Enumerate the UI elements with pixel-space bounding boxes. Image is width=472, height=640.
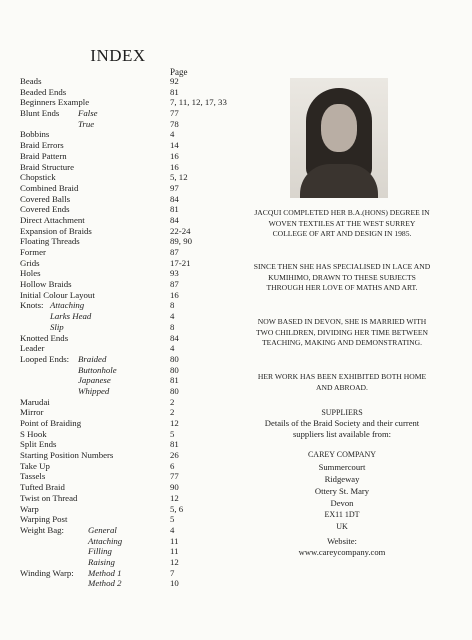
index-subterm: Attaching	[88, 535, 123, 546]
index-term: Beginners Example	[20, 97, 90, 108]
supplier-address	[252, 449, 432, 533]
index-entry	[20, 354, 245, 365]
index-entry	[20, 418, 245, 429]
index-page-number: 81	[170, 204, 179, 215]
index-entry	[20, 322, 245, 333]
index-term: Combined Braid	[20, 182, 79, 193]
index-subterm: Method 2	[88, 578, 122, 589]
index-entry	[20, 439, 245, 450]
index-page-number: 8	[170, 300, 175, 311]
index-entry	[20, 290, 245, 301]
index-term: Floating Threads	[20, 236, 80, 247]
index-page-number: 77	[170, 471, 179, 482]
index-entry	[20, 226, 245, 237]
index-entry	[20, 471, 245, 482]
index-term: S Hook	[20, 428, 47, 439]
index-entry	[20, 343, 245, 354]
index-entry	[20, 300, 245, 311]
index-term: Holes	[20, 268, 41, 279]
index-entry	[20, 578, 245, 589]
bio-paragraph-exhibitions: HER WORK HAS BEEN EXHIBITED BOTH HOME AND ABROAD.	[257, 372, 427, 392]
index-page-number: 81	[170, 439, 179, 450]
index-term: Mirror	[20, 407, 44, 418]
address-company: CAREY COMPANY	[307, 450, 377, 459]
index-subterm: Attaching	[50, 300, 85, 311]
index-page-number: 92	[170, 76, 179, 86]
index-subterm: Slip	[50, 321, 64, 332]
index-term: Former	[20, 247, 46, 257]
index-entry	[20, 247, 245, 258]
website-link[interactable]: www.careycompany.com	[298, 547, 386, 558]
index-entry	[20, 504, 245, 515]
index-page-number: 84	[170, 332, 179, 343]
index-term: Point of Braiding	[20, 418, 82, 428]
index-term: Looped Ends:	[20, 353, 70, 364]
index-page-number: 78	[170, 118, 179, 129]
index-term: Grids	[20, 257, 40, 268]
index-page-number: 81	[170, 375, 179, 386]
index-entry	[20, 514, 245, 525]
index-term: Warp	[20, 503, 39, 514]
index-page-number: 16	[170, 289, 179, 300]
index-entry	[20, 151, 245, 162]
index-entry	[20, 162, 245, 173]
index-term: Bobbins	[20, 129, 50, 140]
index-subterm: General	[88, 524, 117, 535]
index-term: Braid Structure	[20, 161, 74, 172]
index-entry	[20, 461, 245, 472]
address-line: Ottery St. Mary	[314, 486, 370, 496]
index-term: Take Up	[20, 460, 50, 471]
index-page-number: 16	[170, 150, 179, 161]
index-page-number: 4	[170, 129, 175, 140]
address-line: Summercourt	[318, 462, 366, 472]
index-entry	[20, 493, 245, 504]
author-photo-face	[321, 104, 357, 152]
index-page-number: 4	[170, 311, 175, 322]
index-entry	[20, 546, 245, 557]
index-term: Leader	[20, 343, 45, 354]
index-subterm: Raising	[88, 556, 115, 567]
suppliers-heading: SUPPLIERS	[321, 408, 363, 417]
index-subterm: Whipped	[78, 385, 110, 396]
index-entry	[20, 333, 245, 344]
index-term: Braid Errors	[20, 140, 64, 151]
index-page-number: 77	[170, 108, 179, 119]
index-entry	[20, 129, 245, 140]
index-entry	[20, 279, 245, 290]
index-page-number: 12	[170, 556, 179, 567]
suppliers-description: Details of the Braid Society and their current suppliers list available from:	[264, 418, 420, 440]
index-entry	[20, 311, 245, 322]
index-entry	[20, 183, 245, 194]
index-list	[20, 76, 245, 589]
index-entry	[20, 450, 245, 461]
index-entry	[20, 375, 245, 386]
index-term: Initial Colour Layout	[20, 289, 95, 300]
index-page-number: 80	[170, 364, 179, 375]
index-page-number: 80	[170, 353, 179, 364]
index-entry	[20, 536, 245, 547]
index-term: Warping Post	[20, 514, 68, 525]
index-entry	[20, 108, 245, 119]
index-term: Winding Warp:	[20, 567, 74, 578]
index-page-number: 80	[170, 385, 179, 396]
index-page-number: 4	[170, 343, 175, 354]
index-title: INDEX	[90, 46, 146, 65]
index-page-number: 97	[170, 182, 179, 193]
index-entry	[20, 97, 245, 108]
index-subterm: Braided	[78, 353, 107, 364]
page-column-header: Page	[170, 67, 188, 77]
index-page-number: 4	[170, 524, 175, 535]
index-page-number: 11	[170, 535, 179, 546]
index-subterm: False	[78, 108, 98, 119]
address-country: UK	[336, 522, 348, 531]
index-page-number: 26	[170, 450, 179, 461]
website-label: Website:	[327, 536, 357, 546]
index-term: Chopstick	[20, 172, 56, 183]
index-entry	[20, 365, 245, 376]
index-entry	[20, 268, 245, 279]
index-page-number: 87	[170, 279, 179, 290]
index-entry	[20, 525, 245, 536]
index-page-number: 11	[170, 546, 179, 557]
index-term: Direct Attachment	[20, 214, 85, 225]
index-term: Starting Position Numbers	[20, 450, 114, 461]
index-page-number: 17-21	[170, 257, 191, 268]
index-page-number: 16	[170, 161, 179, 172]
index-subterm: Method 1	[88, 567, 122, 578]
index-entry	[20, 557, 245, 568]
index-entry	[20, 140, 245, 151]
index-page-number: 87	[170, 247, 179, 257]
index-page-number: 5, 6	[170, 503, 184, 514]
index-term: Knotted Ends	[20, 332, 69, 343]
index-entry	[20, 172, 245, 183]
index-page-number: 93	[170, 268, 179, 279]
index-page-number: 90	[170, 482, 179, 493]
index-entry	[20, 568, 245, 579]
index-entry	[20, 76, 245, 87]
index-term: Tufted Braid	[20, 482, 65, 493]
index-term: Tassels	[20, 471, 46, 482]
index-page-number: 7, 11, 12, 17, 33	[170, 97, 227, 108]
index-entry	[20, 407, 245, 418]
index-term: Twist on Thread	[20, 492, 78, 503]
index-page-number: 84	[170, 193, 179, 204]
index-page-number: 6	[170, 460, 175, 471]
index-term: Knots:	[20, 300, 44, 311]
index-entry	[20, 429, 245, 440]
index-entry	[20, 119, 245, 130]
index-term: Blunt Ends	[20, 108, 60, 119]
index-entry	[20, 258, 245, 269]
index-term: Covered Balls	[20, 193, 71, 204]
address-line: Devon	[330, 498, 354, 508]
address-postcode: EX11 1DT	[324, 510, 360, 519]
index-subterm: True	[78, 118, 95, 129]
index-entry	[20, 236, 245, 247]
index-page-number: 12	[170, 492, 179, 503]
bio-paragraph-specialism: SINCE THEN SHE HAS SPECIALISED IN LACE AND KUMIHIMO, DRAWN TO THESE SUBJECTS THROUGH HER LOVE OF MATHS AND ART.	[253, 262, 431, 293]
index-page-number: 2	[170, 396, 175, 407]
index-page-number: 89, 90	[170, 236, 192, 247]
index-entry	[20, 397, 245, 408]
index-term: Hollow Braids	[20, 279, 72, 290]
index-entry	[20, 87, 245, 98]
index-page-number: 2	[170, 407, 175, 418]
address-line: Ridgeway	[324, 474, 360, 484]
index-entry	[20, 482, 245, 493]
index-entry	[20, 386, 245, 397]
index-page-number: 81	[170, 86, 179, 97]
index-page-number: 5	[170, 428, 175, 439]
index-subterm: Buttonhole	[78, 364, 117, 375]
bio-paragraph-education: JACQUI COMPLETED HER B.A.(HONS) DEGREE IN WOVEN TEXTILES AT THE WEST SURREY COLLEGE OF ART AND DESIGN IN 1985.	[254, 208, 430, 239]
index-term: Beads	[20, 76, 42, 86]
index-term: Marudai	[20, 396, 50, 407]
index-term: Split Ends	[20, 439, 57, 450]
index-term: Beaded Ends	[20, 86, 67, 97]
index-page-number: 7	[170, 567, 175, 578]
index-term: Weight Bag:	[20, 524, 65, 535]
author-photo	[290, 78, 388, 198]
index-page-number: 5, 12	[170, 172, 188, 183]
index-entry	[20, 215, 245, 226]
index-subterm: Japanese	[78, 375, 111, 386]
index-page-number: 22-24	[170, 225, 191, 236]
index-term: Expansion of Braids	[20, 225, 92, 236]
index-entry	[20, 204, 245, 215]
index-page-number: 10	[170, 578, 179, 589]
index-page-number: 14	[170, 140, 179, 151]
index-page-number: 8	[170, 321, 175, 332]
bio-paragraph-family: NOW BASED IN DEVON, SHE IS MARRIED WITH TWO CHILDREN, DIVIDING HER TIME BETWEEN TEACHING, MAKING AND DEMONSTRATING.	[256, 317, 428, 348]
index-subterm: Filling	[88, 546, 112, 557]
index-page-number: 5	[170, 514, 175, 525]
index-page-number: 84	[170, 214, 179, 225]
index-entry	[20, 194, 245, 205]
index-term: Covered Ends	[20, 204, 70, 215]
supplier-website	[252, 536, 432, 558]
index-page-number: 12	[170, 418, 179, 428]
index-subterm: Larks Head	[50, 311, 92, 322]
index-term: Braid Pattern	[20, 150, 67, 161]
